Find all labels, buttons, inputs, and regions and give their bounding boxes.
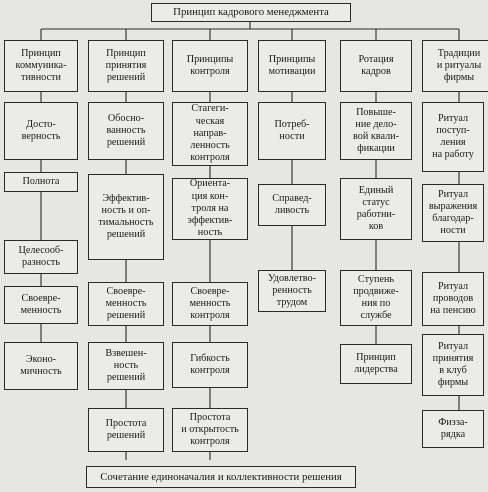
col3-header: Принципы контроля [172,40,248,92]
col1-header: Принцип коммуника- тивности [4,40,78,92]
col6-header: Традиции и ритуалы фирмы [422,40,488,92]
col2-item2: Эффектив- ность и оп- тимальность решений [88,174,164,260]
col1-item3: Целесооб- разность [4,240,78,274]
col1-item1: Досто- верность [4,102,78,160]
col3-item1: Стагеги- ческая направ- ленность контроля [172,102,248,166]
col2-item1: Обосно- ванность решений [88,102,164,160]
col2-item4: Взвешен- ность решений [88,342,164,390]
col2-header: Принцип принятия решений [88,40,164,92]
bottom-principle: Сочетание единоначалия и коллективности решения [86,466,356,488]
col2-item3: Своевре- менность решений [88,282,164,326]
col1-item5: Эконо- мичность [4,342,78,390]
col5-item1: Повыше- ние дело- вой квали- фикации [340,102,412,160]
col5-header: Ротация кадров [340,40,412,92]
col3-item2: Ориента- ция кон- троля на эффектив- ность [172,178,248,240]
col5-item3: Ступень продвиже- ния по службе [340,270,412,326]
col5-item2: Единый статус работни- ков [340,178,412,240]
col6-item5: Физза- рядка [422,410,484,448]
col3-item5: Простота и открытость контроля [172,408,248,452]
col1-item2: Полнота [4,172,78,192]
col4-item3: Удовлетво- ренность трудом [258,270,326,312]
col4-item1: Потреб- ности [258,102,326,160]
col6-item3: Ритуал проводов на пенсию [422,272,484,326]
col6-item4: Ритуал принятия в клуб фирмы [422,334,484,396]
col3-item4: Гибкость контроля [172,342,248,388]
col5-item4: Принцип лидерства [340,344,412,384]
col4-header: Принципы мотивации [258,40,326,92]
col1-item4: Своевре- менность [4,286,78,324]
col2-item5: Простота решений [88,408,164,452]
col4-item2: Справед- ливость [258,184,326,226]
col6-item1: Ритуал поступ- ления на работу [422,102,484,172]
diagram-title: Принцип кадрового менеджмента [151,3,351,22]
col6-item2: Ритуал выражения благодар- ности [422,184,484,242]
col3-item3: Своевре- менность контроля [172,282,248,326]
